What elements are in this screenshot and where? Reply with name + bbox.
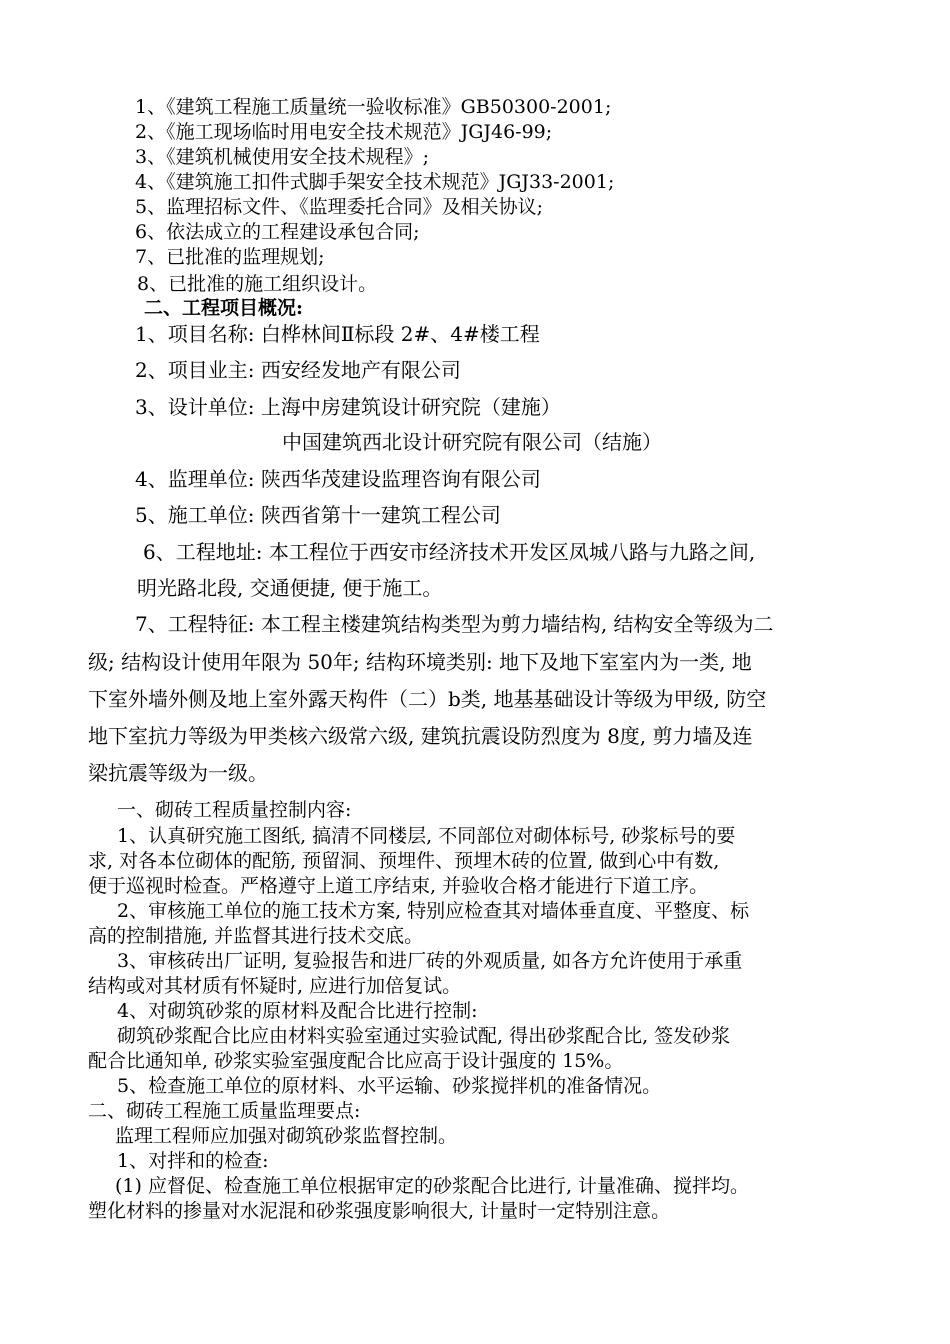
reference-item: 1、《建筑工程施工质量统一验收标准》GB50300-2001; — [135, 96, 612, 118]
project-owner: 2、项目业主: 西安经发地产有限公司 — [135, 358, 461, 382]
design-unit-2: 中国建筑西北设计研究院有限公司（结施） — [282, 430, 662, 454]
construction-unit: 5、施工单位: 陕西省第十一建筑工程公司 — [135, 503, 501, 527]
reference-item: 4、《建筑施工扣件式脚手架安全技术规范》JGJ33-2001; — [135, 171, 615, 193]
reference-item: 3、《建筑机械使用安全技术规程》; — [135, 146, 429, 168]
control-line: 求, 对各本位砌体的配筋, 预留洞、预埋件、预埋木砖的位置, 做到心中有数, — [88, 850, 720, 872]
control-line: 2、审核施工单位的施工技术方案, 特别应检查其对墙体垂直度、平整度、标 — [117, 900, 750, 922]
overview-heading: 二、工程项目概况: — [144, 297, 304, 319]
supervision-line: (1) 应督促、检查施工单位根据审定的砂浆配合比进行, 计量准确、搅拌均。 — [115, 1175, 750, 1197]
control-line: 1、认真研究施工图纸, 搞清不同楼层, 不同部位对砌体标号, 砂浆标号的要 — [117, 825, 736, 847]
control-line: 高的控制措施, 并监督其进行技术交底。 — [88, 925, 424, 947]
supervision-line: 1、对拌和的检查: — [117, 1150, 269, 1172]
project-features: 级; 结构设计使用年限为 50年; 结构环境类别: 地下及地下室室内为一类, 地 — [88, 650, 752, 674]
project-address: 6、工程地址: 本工程位于西安市经济技术开发区凤城八路与九路之间, — [143, 540, 756, 564]
supervision-line: 监理工程师应加强对砌筑砂浆监督控制。 — [115, 1125, 458, 1147]
project-features: 下室外墙外侧及地上室外露天构件（二）b类, 地基基础设计等级为甲级, 防空 — [88, 687, 767, 711]
control-line: 5、检查施工单位的原材料、水平运输、砂浆搅拌机的准备情况。 — [117, 1075, 662, 1097]
supervision-unit: 4、监理单位: 陕西华茂建设监理咨询有限公司 — [135, 467, 541, 491]
control-line: 砌筑砂浆配合比应由材料实验室通过实验试配, 得出砂浆配合比, 签发砂浆 — [117, 1025, 731, 1047]
control-heading: 一、砌砖工程质量控制内容: — [117, 799, 352, 821]
supervision-heading: 二、砌砖工程施工质量监理要点: — [88, 1100, 361, 1122]
control-line: 便于巡视时检查。严格遵守上道工序结束, 并验收合格才能进行下道工序。 — [88, 875, 709, 897]
reference-item: 6、依法成立的工程建设承包合同; — [135, 221, 420, 243]
control-line: 结构或对其材质有怀疑时, 应进行加倍复试。 — [88, 975, 462, 997]
control-line: 4、对砌筑砂浆的原材料及配合比进行控制: — [117, 1000, 478, 1022]
supervision-line: 塑化材料的掺量对水泥混和砂浆强度影响很大, 计量时一定特别注意。 — [88, 1200, 671, 1222]
control-line: 3、审核砖出厂证明, 复验报告和进厂砖的外观质量, 如各方允许使用于承重 — [117, 950, 743, 972]
project-features: 7、工程特征: 本工程主楼建筑结构类型为剪力墙结构, 结构安全等级为二 — [135, 612, 774, 636]
reference-item: 8、已批准的施工组织设计。 — [137, 273, 378, 295]
project-features: 梁抗震等级为一级。 — [88, 761, 268, 785]
reference-item: 5、监理招标文件、《监理委托合同》及相关协议; — [135, 196, 543, 218]
project-address-2: 明光路北段, 交通便捷, 便于施工。 — [137, 576, 443, 600]
design-unit: 3、设计单位: 上海中房建筑设计研究院（建施） — [135, 395, 561, 419]
project-name: 1、项目名称: 白桦林间Ⅱ标段 2#、4#楼工程 — [135, 322, 540, 346]
control-line: 配合比通知单, 砂浆实验室强度配合比应高于设计强度的 15%。 — [88, 1050, 624, 1072]
reference-item: 7、已批准的监理规划; — [135, 246, 325, 268]
project-features: 地下室抗力等级为甲类核六级常六级, 建筑抗震设防烈度为 8度, 剪力墙及连 — [88, 724, 753, 748]
reference-item: 2、《施工现场临时用电安全技术规范》JGJ46-99; — [135, 121, 553, 143]
